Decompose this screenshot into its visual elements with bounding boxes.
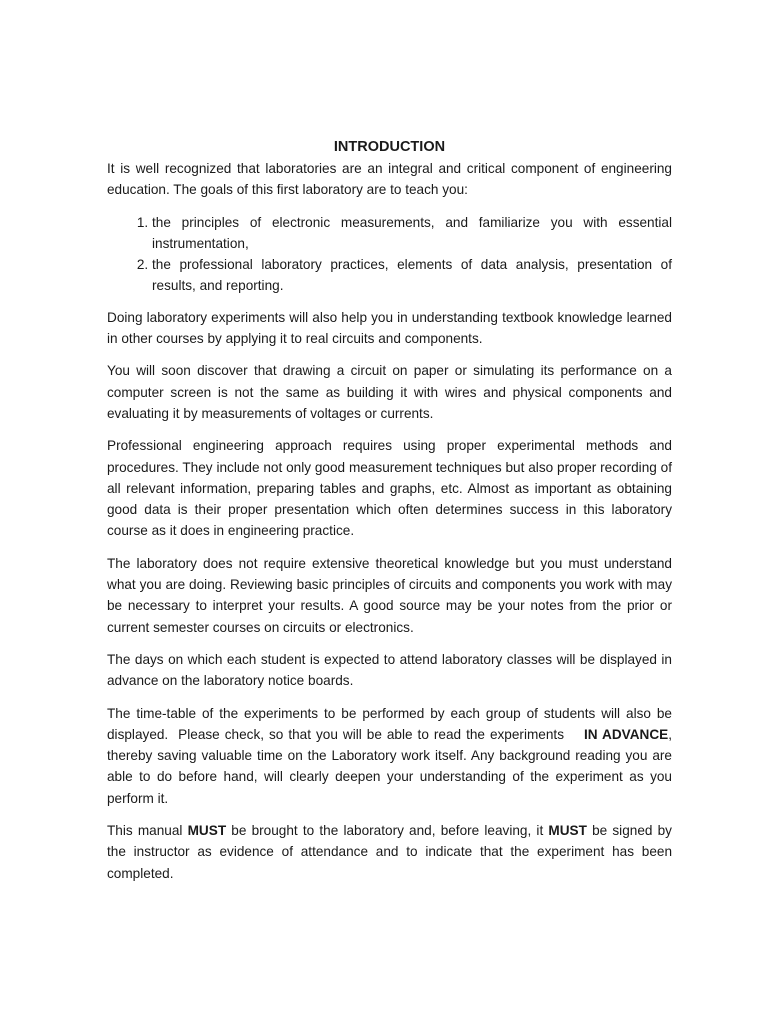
timetable-text-before: The time-table of the experiments to be performed by each group of students will also be displayed. Please check, so that you will be able to read the experiments <box>107 705 676 742</box>
manual-text-2: be brought to the laboratory and, before leaving, it <box>226 823 549 839</box>
must-emphasis-1: MUST <box>187 823 227 839</box>
list-item: 1. the principles of electronic measurements, and familiarize you with essential instrumentation, <box>152 212 672 255</box>
goals-list <box>107 212 672 297</box>
must-emphasis-2: MUST <box>548 823 587 839</box>
knowledge-paragraph: The laboratory does not require extensive theoretical knowledge but you must understand what you are doing. Reviewing basic principles of circuits and components you work with may be necessary to interpret your results. A good source may be your notes from the prior or current semester courses on circuits or electronics. <box>107 555 672 635</box>
manual-text-1: This manual <box>107 823 188 839</box>
manual-text-3: be signed by the instructor as evidence of attendance and to indicate that the experiment has been completed. <box>107 823 672 881</box>
timetable-text-after: , thereby saving valuable time on the Laboratory work itself. Any background reading you are able to do before hand, will clearly deepen your understanding of the experiment as you perform it. <box>107 726 676 806</box>
document-page <box>107 137 676 895</box>
page-title: INTRODUCTION <box>333 139 446 155</box>
in-advance-emphasis: IN ADVANCE <box>583 726 669 742</box>
timetable-paragraph <box>107 703 676 809</box>
discover-paragraph: You will soon discover that drawing a circuit on paper or simulating its performance on a computer screen is not the same as building it with wires and physical components and evaluating it by measurements of voltages or currents. <box>107 363 672 421</box>
manual-paragraph <box>107 820 672 884</box>
days-paragraph: The days on which each student is expected to attend laboratory classes will be displayed in advance on the laboratory notice boards. <box>107 651 672 689</box>
intro-paragraph: It is well recognized that laboratories are an integral and critical component of engineering education. The goals of this first laboratory are to teach you: <box>107 161 672 198</box>
doing-paragraph: Doing laboratory experiments will also help you in understanding textbook knowledge learned in other courses by applying it to real circuits and components. <box>107 309 672 347</box>
list-item: 2. the professional laboratory practices, elements of data analysis, presentation of results, and reporting. <box>152 254 672 297</box>
professional-paragraph: Professional engineering approach requires using proper experimental methods and procedures. They include not only good measurement techniques but also proper recording of all relevant information, preparing tables and graphs, etc. Almost as important as obtaining good data is their proper presentation which often determines success in this laboratory course as it does in engineering practice. <box>107 438 672 539</box>
